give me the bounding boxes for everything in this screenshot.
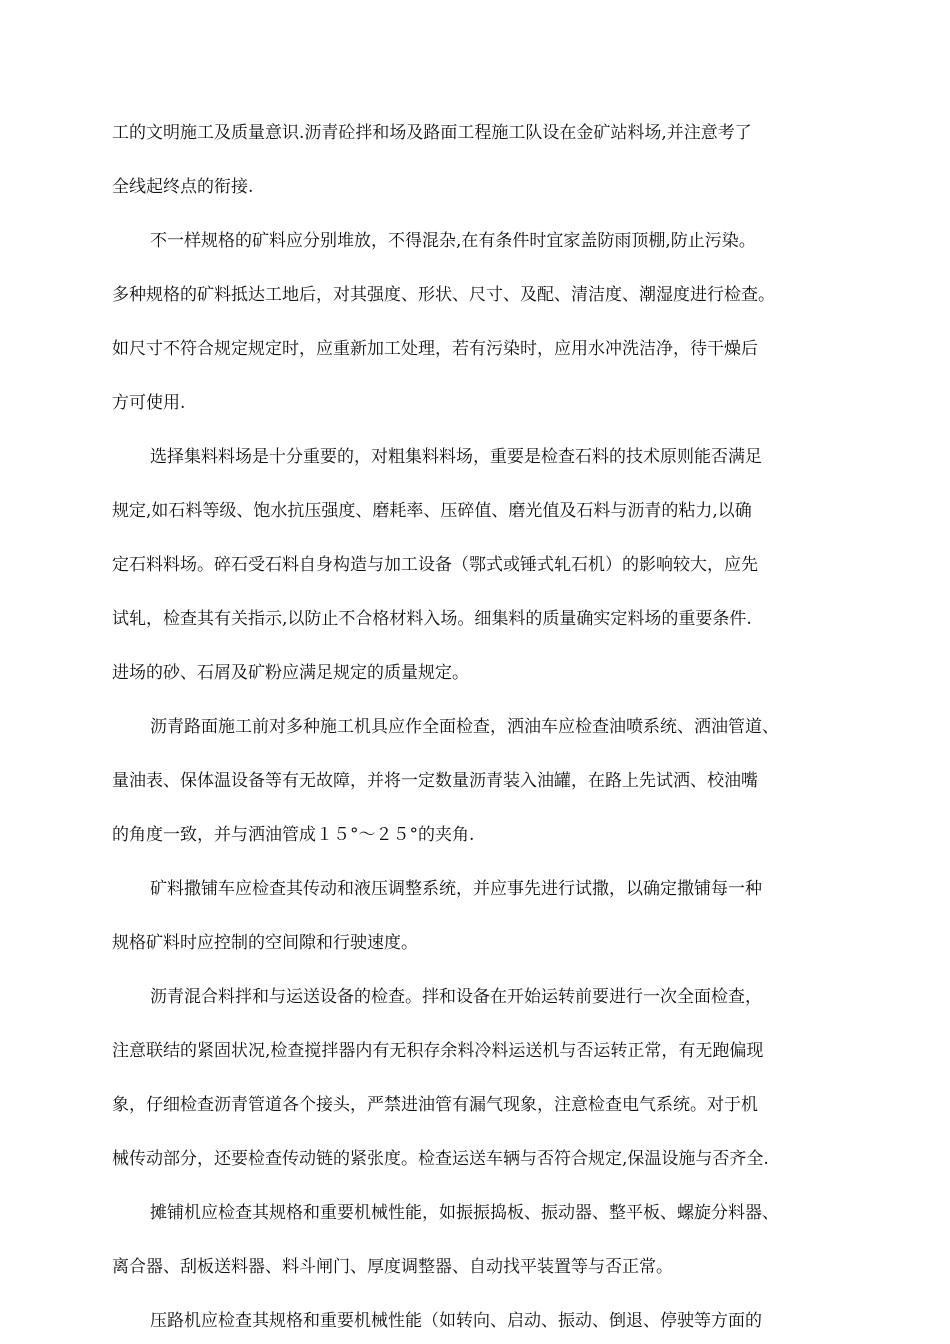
text-line: 量油表、保体温设备等有无故障，并将一定数量沥青装入油罐，在路上先试洒、校油嘴 <box>112 771 758 791</box>
text-line: 的角度一致，并与洒油管成１５°～２５°的夹角. <box>112 825 475 845</box>
paragraph-first-line: 选择集料料场是十分重要的，对粗集料料场，重要是检查石料的技术原则能否满足 <box>150 447 762 467</box>
text-line: 进场的砂、石屑及矿粉应满足规定的质量规定。 <box>112 663 469 683</box>
text-line: 定石料料场。碎石受石料自身构造与加工设备（鄂式或锤式轧石机）的影响较大，应先 <box>112 555 758 575</box>
paragraph-first-line: 不一样规格的矿料应分别堆放，不得混杂,在有条件时宜家盖防雨顶棚,防止污染。 <box>150 231 756 251</box>
text-line: 多种规格的矿料抵达工地后，对其强度、形状、尺寸、及配、清洁度、潮湿度进行检查。 <box>112 285 775 305</box>
text-line: 械传动部分，还要检查传动链的紧张度。检查运送车辆与否符合规定,保温设施与否齐全. <box>112 1149 769 1169</box>
text-line: 方可使用. <box>112 393 186 413</box>
paragraph-first-line: 矿料撒铺车应检查其传动和液压调整系统，并应事先进行试撒，以确定撒铺每一种 <box>150 879 762 899</box>
text-line: 如尺寸不符合规定规定时，应重新加工处理，若有污染时，应用水冲洗洁净，待干燥后 <box>112 339 758 359</box>
text-line: 试轧，检查其有关指示,以防止不合格材料入场。细集料的质量确实定料场的重要条件. <box>112 609 752 629</box>
text-line: 离合器、刮板送料器、料斗闸门、厚度调整器、自动找平装置等与否正常。 <box>112 1257 673 1277</box>
text-line: 注意联结的紧固状况,检查搅拌器内有无积存余料冷料运送机与否运转正常，有无跑偏现 <box>112 1041 764 1061</box>
text-line: 规格矿料时应控制的空间隙和行驶速度。 <box>112 933 418 953</box>
paragraph-first-line: 沥青路面施工前对多种施工机具应作全面检查，洒油车应检查油喷系统、洒油管道、 <box>150 717 779 737</box>
text-line: 规定,如石料等级、饱水抗压强度、磨耗率、压碎值、磨光值及石料与沥青的粘力,以确 <box>112 501 752 521</box>
text-line: 工的文明施工及质量意识.沥青砼拌和场及路面工程施工队设在金矿站料场,并注意考了 <box>112 123 752 143</box>
paragraph-first-line: 压路机应检查其规格和重要机械性能（如转向、启动、振动、倒退、停驶等方面的 <box>150 1311 762 1331</box>
paragraph-first-line: 摊铺机应检查其规格和重要机械性能，如振振捣板、振动器、整平板、螺旋分料器、 <box>150 1203 779 1223</box>
paragraph-first-line: 沥青混合料拌和与运送设备的检查。拌和设备在开始运转前要进行一次全面检查， <box>150 987 762 1007</box>
text-line: 全线起终点的衔接. <box>112 177 254 197</box>
text-line: 象，仔细检查沥青管道各个接头，严禁进油管有漏气现象，注意检查电气系统。对于机 <box>112 1095 758 1115</box>
